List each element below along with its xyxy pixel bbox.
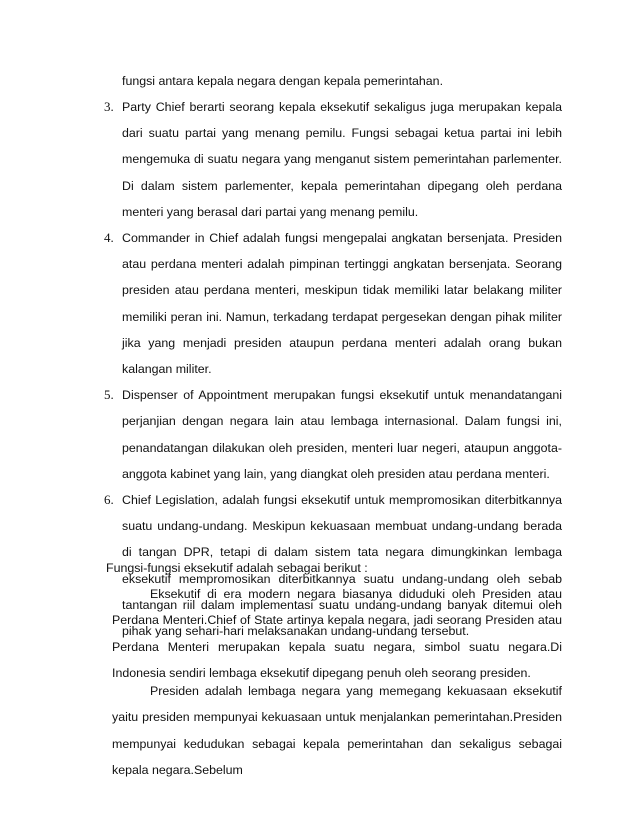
item-number: 6.: [104, 492, 114, 508]
functions-intro: Fungsi-fungsi eksekutif adalah sebagai berikut :: [106, 561, 368, 575]
list-item: [0, 225, 638, 382]
list-item: [0, 94, 638, 225]
item-number: 3.: [104, 99, 114, 114]
item-text: Commander in Chief adalah fungsi mengepalai angkatan bersenjata. Presiden atau perdana menteri adalah pimpinan tertinggi angkatan bersenjata. Seorang presiden atau perdana menteri, meskipun tidak memiliki latar belakang militer memiliki peran ini. Namun, terkadang terdapat pergesekan dengan pihak militer jika yang menjadi presiden ataupun perdana menteri adalah orang bukan kalangan militer.: [122, 231, 562, 377]
item-number: 4.: [104, 230, 114, 246]
item-text: Chief Legislation, adalah fungsi eksekutif untuk mempromosikan diterbitkannya suatu undang-undang. Meskipun kekuasaan membuat undang-undang berada di tangan DPR, tetapi di dalam sistem tata negara dimungkinkan lembaga eksekutif mempromosikan diterbitkannya suatu undang-undang oleh sebab tantangan riil dalam implementasi suatu undang-undang banyak ditemui oleh pihak yang sehari-hari melaksanakan undang-undang tersebut.: [122, 493, 562, 639]
list-item: [0, 382, 638, 487]
paragraph-executive: Eksekutif di era modern negara biasanya diduduki oleh Presiden atau Perdana Menteri.Chief of State artinya kepala negara, jadi seorang Presiden atau Perdana Menteri merupakan kepala suatu negara, simbol suatu negara.Di Indonesia sendiri lembaga eksekutif dipegang penuh oleh seorang presiden.: [112, 587, 562, 681]
item-text: Dispenser of Appointment merupakan fungsi eksekutif untuk menandatangani perjanjian dengan negara lain atau lembaga internasional. Dalam fungsi ini, penandatangan dilakukan oleh presiden, menteri luar negeri, ataupun anggota-anggota kabinet yang lain, yang diangkat oleh presiden atau perdana menteri.: [122, 388, 562, 481]
paragraph-president: Presiden adalah lembaga negara yang memegang kekuasaan eksekutif yaitu presiden mempunyai kekuasaan untuk menjalankan pemerintahan.Presiden mempunyai kedudukan sebagai kepala pemerintahan dan sekaligus sebagai kepala negara.Sebelum: [112, 684, 562, 778]
item-text: Party Chief berarti seorang kepala eksekutif sekaligus juga merupakan kepala dari suatu partai yang menang pemilu. Fungsi sebagai ketua partai ini lebih mengemuka di suatu negara yang menganut sistem pemerintahan parlementer. Di dalam sistem parlementer, kepala pemerintahan dipegang oleh perdana menteri yang berasal dari partai yang menang pemilu.: [122, 100, 562, 219]
item-number: 5.: [104, 387, 114, 403]
continuation-line: fungsi antara kepala negara dengan kepala pemerintahan.: [122, 74, 444, 88]
